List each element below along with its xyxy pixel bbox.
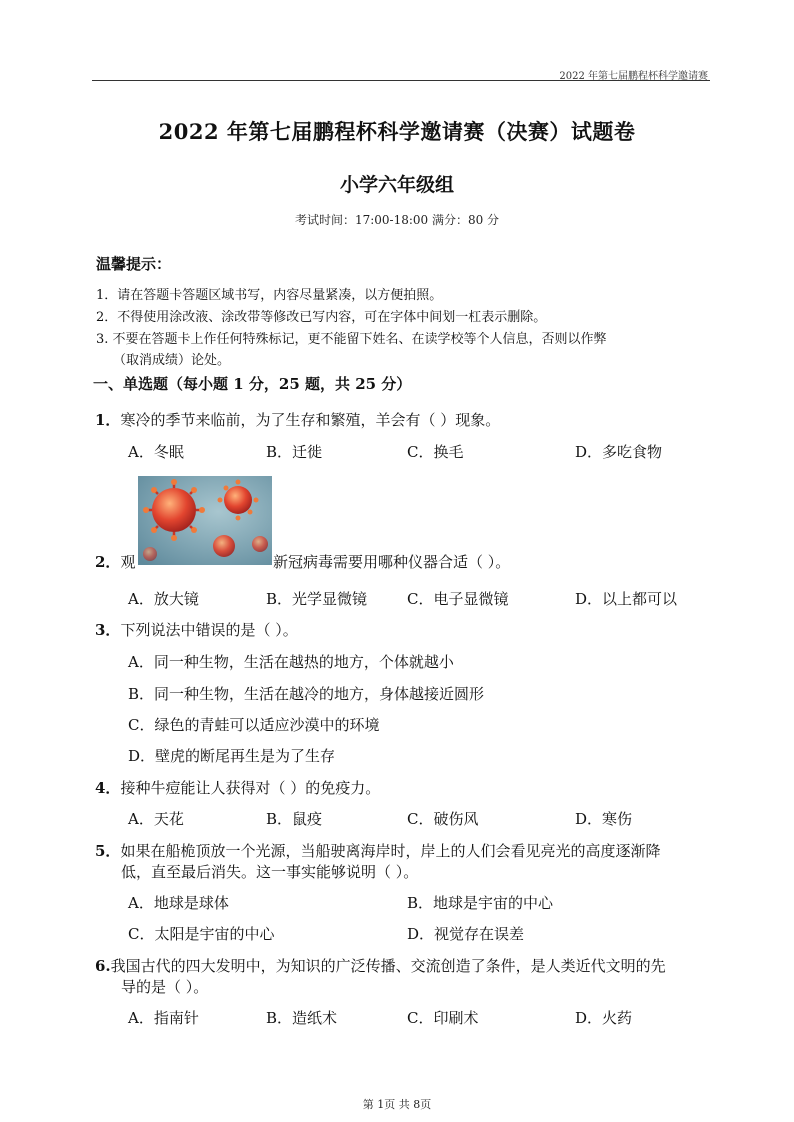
option: D．壁虎的断尾再生是为了生存 (128, 747, 336, 765)
question-stem: 接种牛痘能让人获得对（ ）的免疫力。 (120, 779, 381, 797)
question-stem-suffix: 新冠病毒需要用哪种仪器合适（ ）。 (273, 553, 511, 571)
tip-item: 1．请在答题卡答题区域书写，内容尽量紧凑，以方便拍照。 (96, 288, 443, 303)
question-stem: 下列说法中错误的是（ ）。 (120, 621, 298, 639)
option: A．地球是球体 (128, 894, 229, 912)
option: C．太阳是宇宙的中心 (128, 925, 275, 943)
question-2 (95, 551, 135, 572)
running-header: 2022 年第七届鹏程杯科学邀请赛 (559, 71, 708, 82)
option: A．冬眠 (128, 443, 184, 461)
question-number: 5． (95, 842, 121, 860)
question-stem-line-1: 我国古代的四大发明中，为知识的广泛传播、交流创造了条件，是人类近代文明的先 (110, 957, 666, 975)
coronavirus-image (138, 476, 272, 565)
question-stem-line-2: 低，直至最后消失。这一事实能够说明（ ）。 (121, 863, 419, 881)
question-number: 6. (95, 957, 111, 975)
exam-info: 考试时间：17:00-18:00 满分：80 分 (294, 213, 500, 227)
question-stem-prefix: 观 (120, 553, 136, 571)
virus-particle-large (143, 479, 205, 541)
option: C．换毛 (407, 443, 464, 461)
question-4 (95, 777, 380, 798)
coronavirus-illustration (138, 476, 272, 565)
option: B．迁徙 (266, 443, 323, 461)
option: B．同一种生物，生活在越冷的地方，身体越接近圆形 (128, 685, 485, 703)
option: C．电子显微镜 (407, 590, 509, 608)
question-stem-line-2: 导的是（ ）。 (121, 978, 209, 996)
question-stem: 寒冷的季节来临前，为了生存和繁殖，羊会有（ ）现象。 (120, 411, 501, 429)
option: A．指南针 (128, 1009, 199, 1027)
question-number: 4． (95, 779, 121, 797)
header-rule (92, 80, 710, 81)
question-5 (95, 840, 660, 861)
question-6 (95, 955, 666, 976)
option: C．绿色的青蛙可以适应沙漠中的环境 (128, 716, 380, 734)
question-number: 1． (95, 411, 121, 429)
option: A．同一种生物，生活在越热的地方，个体就越小 (128, 653, 454, 671)
option: D．多吃食物 (575, 443, 663, 461)
section-title: 一、单选题（每小题 1 分，25 题，共 25 分） (93, 375, 412, 393)
tips-heading: 温馨提示： (96, 255, 172, 273)
option: D．火药 (575, 1009, 633, 1027)
option: D．寒伤 (575, 810, 633, 828)
question-number: 3． (95, 621, 121, 639)
question-1 (95, 409, 500, 430)
option: B．鼠疫 (266, 810, 323, 828)
tip-item: 2．不得使用涂改液、涂改带等修改已写内容，可在字体中间划一杠表示删除。 (96, 310, 547, 325)
tip-item: 3. 不要在答题卡上作任何特殊标记，更不能留下姓名、在读学校等个人信息，否则以作弊 (96, 332, 607, 347)
option: C．印刷术 (407, 1009, 479, 1027)
option: D．以上都可以 (575, 590, 678, 608)
question-stem-line-1: 如果在船桅顶放一个光源，当船驶离海岸时，岸上的人们会看见亮光的高度逐渐降 (120, 842, 661, 860)
question-3 (95, 619, 298, 640)
option: A．放大镜 (128, 590, 199, 608)
page-title: 2022 年第七届鹏程杯科学邀请赛（决赛）试题卷 (158, 119, 636, 144)
page-subtitle: 小学六年级组 (339, 174, 454, 196)
option: C．破伤风 (407, 810, 479, 828)
option: B．光学显微镜 (266, 590, 368, 608)
question-number: 2． (95, 553, 121, 571)
page-number: 第 1页 共 8页 (362, 1098, 432, 1111)
option: A．天花 (128, 810, 184, 828)
option: B．造纸术 (266, 1009, 338, 1027)
option: B．地球是宇宙的中心 (407, 894, 554, 912)
option: D．视觉存在误差 (407, 925, 525, 943)
tip-item: （取消成绩）论处。 (113, 353, 231, 368)
